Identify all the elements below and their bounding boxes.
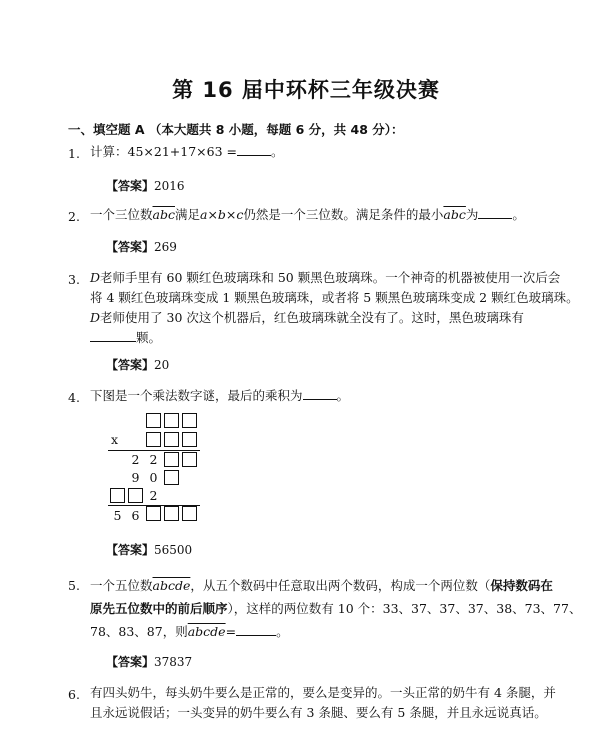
answer-value: 2016: [154, 179, 185, 193]
q2-answer: 【答案】269: [106, 240, 177, 254]
q2-blank: [478, 206, 512, 219]
abc-overline: $\overline{abc}$: [152, 207, 175, 222]
q6-number: 6.: [68, 687, 80, 702]
q4-number: 4.: [68, 390, 80, 405]
digit-box: [146, 506, 161, 521]
abcde-overline: abcde: [152, 578, 191, 593]
q1-number: 1.: [68, 146, 80, 161]
q5-text: 一个五位数abcde，从五个数码中任意取出两个数码，构成一个两位数（保持数码在 原先五位数中的前后顺序），这样的两位数有 10 个：33、37、37、37、38、73、77、 78、83、87，则abcde= 。: [90, 578, 582, 639]
q3-text: D老师手里有 60 颗红色玻璃珠和 50 颗黑色玻璃珠。一个神奇的机器被使用一次后会 将 4 颗红色玻璃珠变成 1 颗黑色玻璃珠，或者将 5 颗黑色玻璃珠变成 2 颗红色玻璃珠。 D老师使用了 30 次这个机器后，红色玻璃珠就全没有了。这时，黑色玻璃珠有 颗。: [90, 270, 579, 345]
q1-answer: [106, 177, 185, 194]
digit: 2: [149, 488, 158, 503]
digit-box: [146, 413, 161, 428]
digit-box: [164, 413, 179, 428]
digit-box: [110, 488, 125, 503]
digit: 6: [131, 508, 140, 523]
digit-box: [146, 432, 161, 447]
digit: 9: [131, 470, 140, 485]
digit-box: [182, 452, 197, 467]
q3-blank: [90, 329, 136, 342]
q2-number: 2.: [68, 209, 80, 224]
q4-answer: 【答案】56500: [106, 543, 193, 557]
q3-number: 3.: [68, 272, 80, 287]
q1-expression: 计算：45×21+17×63 =: [90, 144, 237, 159]
digit-box: [182, 432, 197, 447]
digit-box: [182, 506, 197, 521]
digit-box: [182, 413, 197, 428]
q3-answer: 【答案】20: [106, 358, 170, 372]
times-sign: x: [110, 432, 119, 447]
q1-text: 计算：45×21+17×63 = 。: [90, 144, 284, 159]
q2-product: a×b×c: [200, 207, 244, 222]
q5-number: 5.: [68, 578, 80, 593]
page-title: 第 16 届中环杯三年级决赛: [172, 78, 440, 102]
digit-box: [164, 452, 179, 467]
digit-box: [164, 506, 179, 521]
digit-box: [164, 432, 179, 447]
q2-text: 一个三位数$\overline{abc}$满足a×b×c仍然是一个三位数。满足条件的最小$\overline{abc}$为 。: [90, 207, 525, 222]
digit: 2: [131, 452, 140, 467]
digit-box: [128, 488, 143, 503]
digit: 2: [149, 452, 158, 467]
digit-box: [164, 470, 179, 485]
q5-answer: 【答案】37837: [106, 655, 193, 669]
q4-blank: [303, 387, 337, 400]
q6-text: 有四头奶牛，每头奶牛要么是正常的，要么是变异的。一头正常的奶牛有 4 条腿，并 且永远说假话；一头变异的奶牛要么有 3 条腿、要么有 5 条腿，并且永远说真话。: [90, 685, 556, 720]
rule-line: [108, 450, 200, 451]
digit: 5: [113, 508, 122, 523]
section-heading: 一、填空题 A （本大题共 8 小题，每题 6 分，共 48 分）：: [68, 122, 404, 137]
q1-blank: [237, 143, 271, 156]
digit: 0: [149, 470, 158, 485]
q4-text: 下图是一个乘法数字谜，最后的乘积为 。: [90, 388, 350, 403]
answer-label: 【答案】: [106, 179, 155, 193]
q5-blank: [236, 623, 276, 636]
